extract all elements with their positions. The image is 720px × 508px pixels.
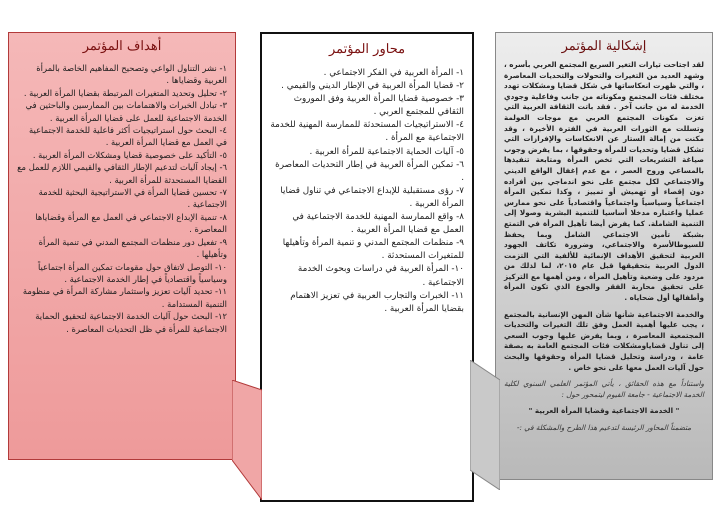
axes-item: ١١- الخبرات والتجارب العربية في تعزيز الاهتمام بقضايا المرأة العربية . [290,290,464,314]
goals-title-text: أهداف المؤتمر [82,39,162,54]
axes-item: ٦- تمكين المرأة العربية في إطار التحديات المعاصرة . [275,159,464,183]
problem-title-text: إشكالية المؤتمر [561,39,647,54]
problem-title [496,37,712,54]
problem-footer: متضمناً المحاور الرئيسة لتدعيم هذا الطرح والمشكلة في :- [516,423,692,432]
problem-body [496,54,712,434]
problem-paragraph-1: لقد اجتاحت تيارات التغير السريع المجتمع العربي بأسره ، وشهد العديد من التغيرات والتحولات والتحديات المعاصرة ، والتي ظهرت انعكاساتها في شكل قضايا ومشكلات تهدد مختلف فئات المجتمع ومكوناته من جانب وفاعلية وجودي الخدمة له من جانب آخر . فقد باتت الثقافة العربية التي تغزت مكونات المجتمع العربي مع موجات العولمة وتسللت مع الثورات العربية في الفترة الأخيرة ، وقد مكنت من إمالة الستار عن الانعكاسات والإفرازات التي تشكل قضايا وتحديات للمرأة وحقوقها ، بما يفرض وجوب صياغة التشريعات التي تخص المرأة ومتابعة تنفيذها بالمساعي وروح العصر ، مع عدم إغفال الواقع الديني والاجتماعي لكل مجتمع على نحو اندماجي بين أفراده دون إقصاء أو تهميش أو تمييز ، وكذا تمكين المرأة اجتماعياً وسياسياً واجتماعياً واقتصادياً على نحو ممارس عمليا واعتباره مدخلا أساسيا للتنمية البشرية وصولا إلى التنمية الشاملة. كما يفرض أيضا تأهيل المرأة في التمتع بشبكة تأمين الاجتماعي الشامل وبما يحفظ للسيوطالأسرة والاجتماعي، وضرورة تكاتف الجهود العربية لتحقيق الأهداف الإنمائية للألفية التي التزمت الدول العربية بتحقيقها قبل عام ٢٠١٥، لما لذلك من مردود على وضعية وتأهيل المرأة ، ومن أهمها مع التركيز على تحقيق محاربة الفقر والجوع الذي تكون المرأة وأطفالها أول ضحاياه . [504,60,704,303]
problem-intro-line: واستناداً مع هذه الحقائق ، يأتي المؤتمر العلمي السنوي لكلية الخدمة الاجتماعية - جامعة الفيوم ليتمحور حول : [504,379,704,399]
connector-arrow-right-to-middle [470,360,500,490]
goals-item: ٦- إيجاد آليات لتدعيم الإطار الثقافي والقيمي اللازم للعمل مع القضايا المستحدثة للمرأة العربية . [17,162,227,185]
problem-panel [495,32,713,480]
axes-item: ٩- منظمات المجتمع المدني و تنمية المرأة وتأهيلها للمتغيرات المستحدثة . [282,238,464,262]
axes-item: ٢- قضايا المرأة العربية في الإطار الديني والقيمي . [281,81,464,92]
axes-list [262,67,472,316]
goals-item: ٨- تنمية الإبداع الاجتماعي في العمل مع المرأة وقضاياها المعاصرة . [35,211,227,235]
goals-item: ٥- التأكيد على خصوصية قضايا ومشكلات المرأة العربية . [32,149,227,160]
goals-item: ١٢- البحث حول آليات الخدمة الاجتماعية لتحقيق الحماية الاجتماعية للمرأة في ظل التحديات المعاصرة . [35,311,227,334]
problem-paragraph-2: والخدمة الاجتماعية شأنها شأن المهن الإنسانية بالمجتمع ، يجب عليها أهمية العمل وفق تلك التغيرات والتحديات المجتمعية المعاصرة ، وبما يفرض عليها وجوب السعي إلى تناول قضاياومشكلات فئات المجتمع العامة به بصفة عامة ، ودراسة وتحليل قضايا المرأة وحقوقها والبحث حول آليات العمل معها على نحو خاص . [504,309,704,372]
goals-panel [8,32,236,460]
goals-item: ١١- تحديد آليات تعزيز واستثمار مشاركة المرأة في منظومة التنمية المستدامة . [22,286,227,309]
goals-item: ٤- البحث حول استراتيجيات أكثر فاعلية للخدمة الاجتماعية في العمل مع قضايا المرأة العربية . [29,125,227,148]
axes-item: ١٠- المرأة العربية في دراسات وبحوث الخدمة الاجتماعية . [297,264,464,288]
axes-item: ٧- رؤى مستقبلية للإبداع الاجتماعي في تناول قضايا المرأة العربية . [280,185,464,209]
goals-item: ١- نشر التناول الواعي وتصحيح المفاهيم الخاصة بالمرأة العربية وقضاياها . [36,63,227,86]
goals-item: ٧- تحسين قضايا المرأة في الاستراتيجية البحثية للخدمة الاجتماعية . [38,187,227,210]
goals-item: ٣- تبادل الخبرات والاهتمامات بين الممارسين والباحثين في الخدمة الاجتماعية للعمل على قضايا المرأة العربية . [25,100,227,123]
axes-title [262,40,472,57]
conference-theme: " الخدمة الاجتماعية وقضايا المرأة العربية " [528,406,680,416]
goals-list [9,62,235,335]
axes-item: ١- المرأة العربية في الفكر الاجتماعي . [323,68,464,78]
axes-panel [260,32,474,502]
connector-arrow-middle-to-left [232,380,262,500]
goals-item: ٩- تفعيل دور منظمات المجتمع المدني في تنمية المرأة وتأهيلها . [38,236,227,260]
goals-item: ١٠- التوصل لاتفاق حول مقومات تمكين المرأة اجتماعياً وسياسياً واقتصادياً في إطار الخدمة الاجتماعية . [37,261,227,284]
axes-item: ٥- آليات الحماية الاجتماعية للمرأة العربية . [309,146,464,157]
goals-item: ٢- تحليل وتحديد المتغيرات المرتبطة بقضايا المرأة العربية . [23,87,227,98]
axes-item: ٨- واقع الممارسة المهنية للخدمة الاجتماعية في العمل مع قضايا المرأة العربية . [292,212,464,236]
axes-title-text: محاور المؤتمر [328,42,406,57]
axes-item: ٤- الاستراتيجيات المستحدثة للممارسة المهنية للخدمة الاجتماعية مع المرأة . [270,120,464,144]
goals-title [9,37,235,54]
axes-item: ٣- خصوصية قضايا المرأة العربية وفق الموروث الثقافي للمجتمع العربي . [293,94,464,118]
